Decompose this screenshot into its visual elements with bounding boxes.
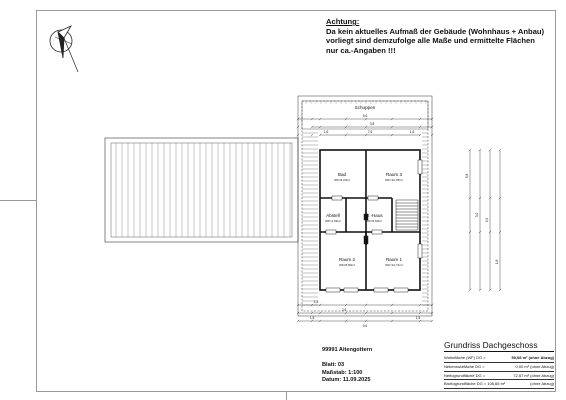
room-area: WF=6,60m² (366, 219, 382, 223)
notice-title: Achtung: (326, 17, 360, 26)
shed-text: Schuppen (354, 105, 376, 110)
room-name: Raum 1 (385, 257, 403, 262)
notice-line: vorliegt sind demzufolge alle Maße und ermittelte Flächen (326, 36, 535, 46)
area-row (444, 380, 554, 389)
dim-top-label: 9,6 (362, 114, 368, 118)
area-label: Nettogrundfläche DG = (444, 372, 486, 378)
room-area: WF=1,94m² (325, 219, 341, 223)
title-block-left (322, 347, 372, 385)
dim-bottom-label: 1,5 (309, 316, 315, 320)
dim-top-label: 3,8 (369, 122, 375, 126)
room-name: Abstell (326, 213, 340, 218)
stair (396, 200, 418, 230)
area-value: (ohne Abzug) (530, 381, 554, 387)
dim-top-label: 1,6 (323, 130, 329, 134)
area-label: Bruttogrundfläche DG = 106,65 m² (444, 381, 506, 387)
area-row (444, 354, 554, 363)
dim-bottom-label: 9,6 (362, 324, 368, 328)
dim-right-label: 9,5 (485, 217, 489, 223)
north-arrow-icon (50, 26, 78, 72)
title-block-right (444, 340, 554, 389)
dim-bottom-label: 2,6 (341, 308, 347, 312)
dim-right-label: 5,8 (465, 173, 469, 179)
notice-line: Da kein aktuelles Aufmaß der Gebäude (Wohnhaus + Anbau) (326, 26, 545, 36)
dim-top-label: 7,6 (367, 130, 373, 134)
dim-right-label: 1,8 (495, 259, 499, 265)
room-name: Raum 2 (338, 257, 356, 262)
annex-roof (105, 138, 298, 242)
room-name: Tr.-Haus (365, 213, 383, 218)
dim-bottom-label: 1,5 (313, 300, 319, 304)
shed-label (355, 105, 376, 110)
sheet-number: Blatt: 03 (322, 362, 345, 369)
room-area: WF=8,20m² (334, 178, 350, 182)
drawing-title: Grundriss Dachgeschoss (444, 340, 554, 352)
area-row (444, 363, 554, 372)
notice-box (326, 17, 554, 55)
area-label: Nebennutzfläche DG = (444, 363, 485, 369)
area-value: 72,57 m² (ohne Abzug) (513, 372, 554, 378)
room-name: Bad (337, 172, 347, 177)
area-value: 0,00 m² (ohne Abzug) (515, 363, 554, 369)
area-value: 50,08 m² (ohne Abzug) (511, 355, 554, 360)
room-area: WF=12,74m² (385, 263, 403, 267)
drawing-date: Datum: 11.09.2025 (322, 377, 371, 384)
dim-bottom-label: 1,5 (415, 316, 421, 320)
notice-line: nur ca.-Angaben !!! (326, 45, 396, 55)
area-label: Wohnfläche (WF) DG = (444, 355, 486, 360)
room-area: WF=8,80m² (339, 263, 355, 267)
room-name: Raum 3 (385, 172, 403, 177)
dim-right-label: 3,0 (475, 212, 479, 218)
drawing-scale: Maßstab: 1:100 (322, 369, 363, 376)
project-location: 99991 Altengottern (322, 347, 373, 353)
dim-top-label: 1,6 (409, 130, 415, 134)
area-row (444, 372, 554, 381)
room-area: WF=12,78m² (385, 178, 403, 182)
